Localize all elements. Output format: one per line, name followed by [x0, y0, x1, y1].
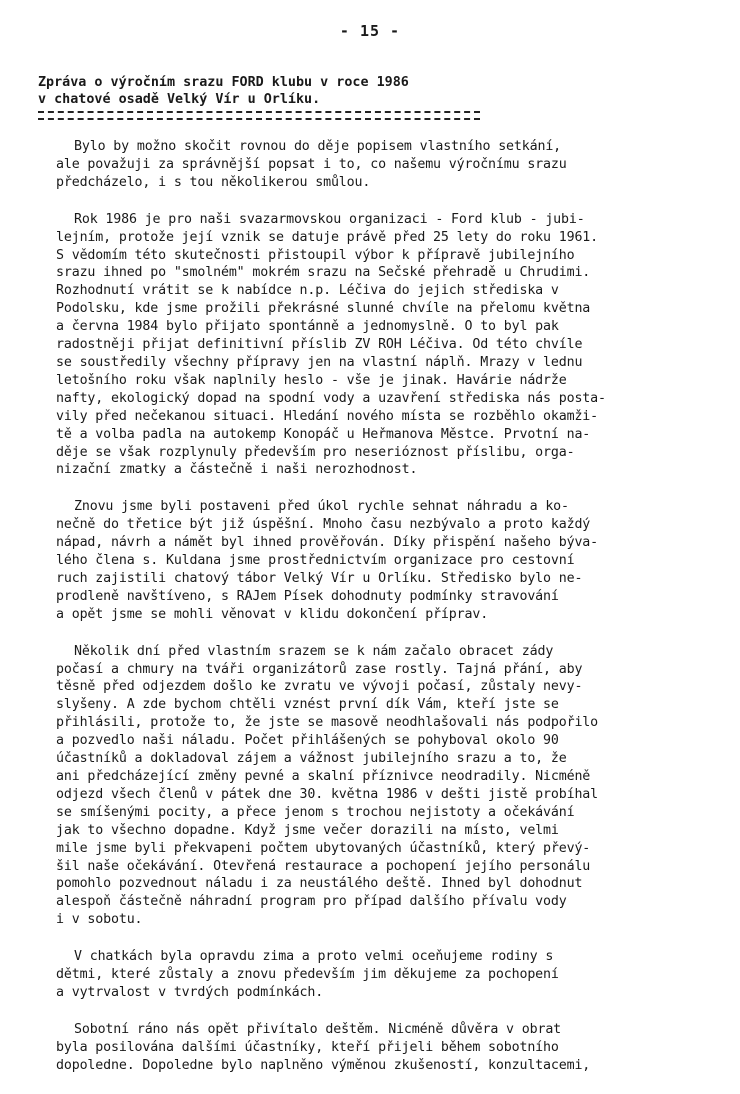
text-line: ale považuji za správnější popsat i to, co našemu výročnímu srazu	[56, 156, 567, 172]
text-line: Sobotní ráno nás opět přivítalo deštěm. Nicméně důvěra v obrat	[74, 1021, 562, 1037]
text-line: Bylo by možno skočit rovnou do děje popisem vlastního setkání,	[74, 139, 562, 154]
text-line: dopoledne. Dopoledne bylo naplněno výměnou zkušeností, konzultacemi,	[56, 1057, 591, 1073]
paragraph-intro	[56, 138, 696, 192]
text-line: těsně před odjezdem došlo ke zvratu ve vývoji počasí, zůstaly nevy-	[56, 679, 583, 695]
text-line: nápad, návrh a námět byl ihned prověřován. Díky přispění našeho býva-	[56, 535, 599, 551]
text-line: počasí a chmury na tváři organizátorů zase rostly. Tajná přání, aby	[56, 661, 583, 677]
paragraph-new-venue	[56, 498, 696, 623]
text-line: a pozvedlo naši náladu. Počet přihlášených se pohyboval okolo 90	[56, 733, 559, 749]
text-line: ruch zajistili chatový tábor Velký Vír u Orlíku. Středisko bylo ne-	[56, 570, 583, 586]
text-line: letošního roku však naplnily heslo - vše je jinak. Havárie nádrže	[56, 372, 567, 388]
text-line: děje se však rozplynuly především pro neseriόznost příslibu, orga-	[56, 444, 575, 460]
text-line: a opět jsme se mohli věnovat v klidu dokončení příprav.	[56, 606, 489, 622]
title-line: v chatové osadě Velký Vír u Orlíku.	[38, 92, 321, 107]
text-line: ani předcházející změny pevné a skalní příznivce neodradily. Nicméně	[56, 769, 591, 784]
text-line: a vytrvalost v tvrdých podmínkách.	[56, 984, 324, 1000]
text-line: účastníků a dokladoval zájem a vážnost jubilejního srazu a to, že	[56, 751, 567, 767]
text-line: se soustředily všechny přípravy jen na vlastní náplň. Mrazy v lednu	[56, 354, 583, 370]
text-line: alespoň částečně náhradní program pro případ dalšího přívalu vody	[56, 894, 567, 910]
paragraph-history	[56, 211, 696, 480]
text-line: prodleně navštíveno, s RAJem Písek dohodnuty podmínky stravování	[56, 588, 559, 604]
page-number: - 15 -	[339, 22, 401, 40]
text-line: jak to všechno dopadne. Když jsme večer dorazili na místo, velmi	[56, 822, 559, 838]
text-line: odjezd všech členů v pátek dne 30. května 1986 v dešti jistě probíhal	[56, 786, 599, 802]
text-line: tě a volba padla na autokemp Konopáč u Heřmanova Městce. Prvotní na-	[56, 426, 591, 442]
text-line: mile jsme byli překvapeni počtem ubytovaných účastníků, který převý-	[56, 840, 591, 856]
text-line: dětmi, které zůstaly a znovu především jim děkujeme za pochopení	[56, 967, 559, 983]
text-line: slyšeny. A zde bychom chtěli vznést první dík Vám, kteří jste se	[56, 697, 559, 713]
text-line: a června 1984 bylo přijato spontánně a jednomyslně. O to byl pak	[56, 319, 559, 335]
text-line: vily před nečekanou situaci. Hledání nového místa se rozběhlo okamži-	[56, 408, 599, 424]
text-line: nafty, ekologický dopad na spodní vody a uzavření střediska nás posta-	[56, 390, 606, 406]
text-line: nizační zmatky a částečně i naši nerozhodnost.	[56, 462, 418, 478]
text-line: se smíšenými pocity, a přece jenom s trochou nejistoty a očekávání	[56, 804, 575, 820]
text-line: i v sobotu.	[56, 912, 143, 928]
text-line: lého člena s. Kuldana jsme prostřednictvím organizace pro cestovní	[56, 553, 575, 569]
text-line: šil naše očekávání. Otevřená restaurace a pochopení jejího personálu	[56, 858, 591, 874]
text-line: Několik dní před vlastním srazem se k nám začalo obracet zády	[74, 643, 554, 659]
text-line: V chatkách byla opravdu zima a proto velmi oceňujeme rodiny s	[74, 949, 554, 965]
text-line: Rok 1986 je pro naši svazarmovskou organizaci - Ford klub - jubi-	[74, 211, 585, 227]
paragraph-cabins	[56, 948, 696, 1002]
text-line: přihlásili, protože to, že jste se masově neodhlašovali nás podpořilo	[56, 715, 599, 731]
text-line: předcházelo, i s tou několikerou smůlou.	[56, 174, 371, 190]
text-line: byla posilována dalšími účastníky, kteří přijeli během sobotního	[56, 1039, 559, 1055]
text-line: nečně do třetice být již úspěšní. Mnoho času nezbývalo a proto každý	[56, 517, 591, 533]
report-title	[38, 74, 508, 120]
title-underline-rule	[38, 111, 480, 120]
text-line: Podolsku, kde jsme prožili překrásné slunné chvíle na přelomu května	[56, 301, 591, 317]
text-line: radostněji přijat definitivní příslib ZV ROH Léčiva. Od této chvíle	[56, 337, 583, 353]
text-line: srazu ihned po "smolném" mokrém srazu na Sečské přehradě u Chrudimi.	[56, 265, 591, 281]
text-line: Znovu jsme byli postaveni před úkol rychle sehnat náhradu a ko-	[74, 499, 569, 515]
text-line: lejním, protože její vznik se datuje právě před 25 lety do roku 1961.	[56, 229, 599, 245]
title-line: Zpráva o výročním srazu FORD klubu v roce 1986	[38, 75, 409, 90]
paragraph-weather	[56, 643, 696, 930]
text-line: S vědomím této skutečnosti přistoupil výbor k přípravě jubilejního	[56, 247, 575, 263]
text-line: pomohlo pozvednout náladu i za neustálého deště. Ihned byl dohodnut	[56, 876, 583, 892]
report-body	[56, 138, 696, 1094]
paragraph-saturday	[56, 1021, 696, 1075]
text-line: Rozhodnutí vrátit se k nabídce n.p. Léčiva do jejich střediska v	[56, 283, 559, 299]
